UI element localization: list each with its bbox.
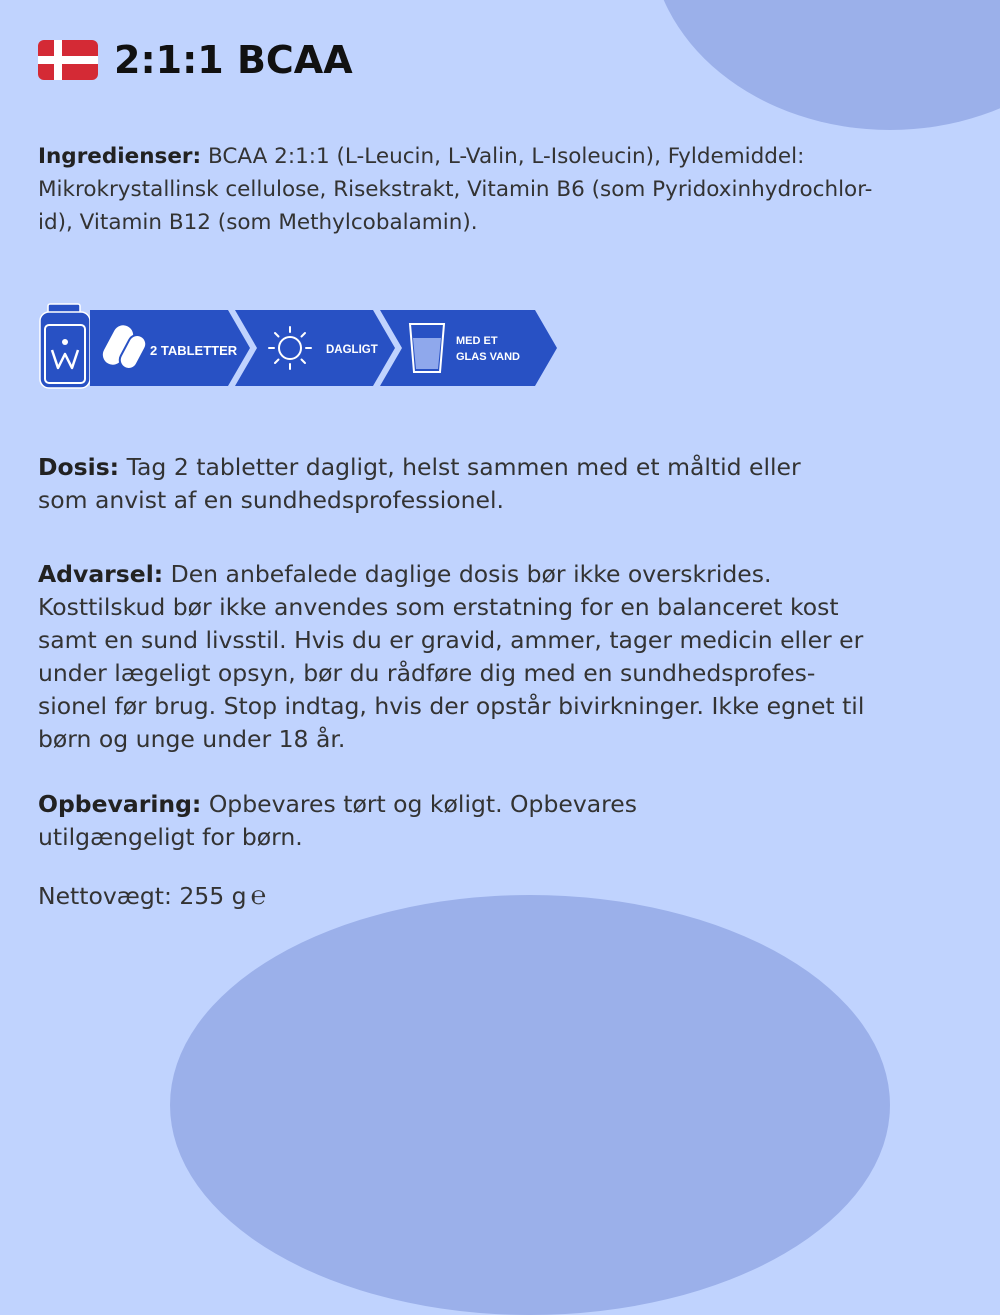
storage-text-2: utilgængeligt for børn.: [38, 823, 303, 851]
warning-text-6: børn og unge under 18 år.: [38, 725, 346, 753]
decorative-circle-bottom: [170, 895, 890, 1315]
storage-label: Opbevaring:: [38, 790, 202, 818]
ingredients-section: [38, 140, 963, 239]
net-weight: [38, 880, 638, 913]
step-3-label-line1: MED ET: [456, 335, 498, 347]
storage-section: [38, 788, 938, 854]
warning-label: Advarsel:: [38, 560, 164, 588]
net-weight-text: Nettovægt: 255 g: [38, 882, 247, 910]
warning-text-2: Kosttilskud bør ikke anvendes som erstatning for en balanceret kost: [38, 593, 839, 621]
warning-text-5: sionel før brug. Stop indtag, hvis der opstår bivirkninger. Ikke egnet til: [38, 692, 865, 720]
ingredients-text-2: Mikrokrystallinsk cellulose, Risekstrakt, Vitamin B6 (som Pyridoxinhydrochlor-: [38, 177, 873, 202]
step-1-label: 2 TABLETTER: [150, 343, 238, 358]
dosage-text-2: som anvist af en sundhedsprofessionel.: [38, 486, 504, 514]
dosage-section: [38, 451, 938, 517]
ingredients-text-3: id), Vitamin B12 (som Methylcobalamin).: [38, 210, 478, 235]
step-2-label: DAGLIGT: [326, 344, 378, 356]
decorative-circle-top: [650, 0, 1000, 130]
supplement-jar-icon: [40, 304, 90, 388]
header: [38, 38, 353, 82]
denmark-flag-icon: [38, 40, 98, 80]
dosage-text-1: Tag 2 tabletter dagligt, helst sammen med et måltid eller: [119, 453, 801, 481]
step-3-ribbon: [380, 310, 557, 386]
storage-text-1: Opbevares tørt og køligt. Opbevares: [201, 790, 637, 818]
dosage-label: Dosis:: [38, 453, 120, 481]
usage-steps-banner: [38, 302, 563, 390]
warning-text-4: under lægeligt opsyn, bør du rådføre dig med en sundhedsprofes-: [38, 659, 816, 687]
step-3-label-line2: GLAS VAND: [456, 351, 520, 363]
ingredients-text-1: BCAA 2:1:1 (L-Leucin, L-Valin, L-Isoleucin), Fyldemiddel:: [201, 144, 805, 169]
estimated-sign-icon: ℮: [250, 881, 267, 911]
warning-section: [38, 558, 968, 756]
warning-text-1: Den anbefalede daglige dosis bør ikke overskrides.: [163, 560, 772, 588]
page-title: 2:1:1 BCAA: [114, 38, 353, 82]
warning-text-3: samt en sund livsstil. Hvis du er gravid, ammer, tager medicin eller er: [38, 626, 864, 654]
ingredients-label: Ingredienser:: [38, 144, 202, 169]
